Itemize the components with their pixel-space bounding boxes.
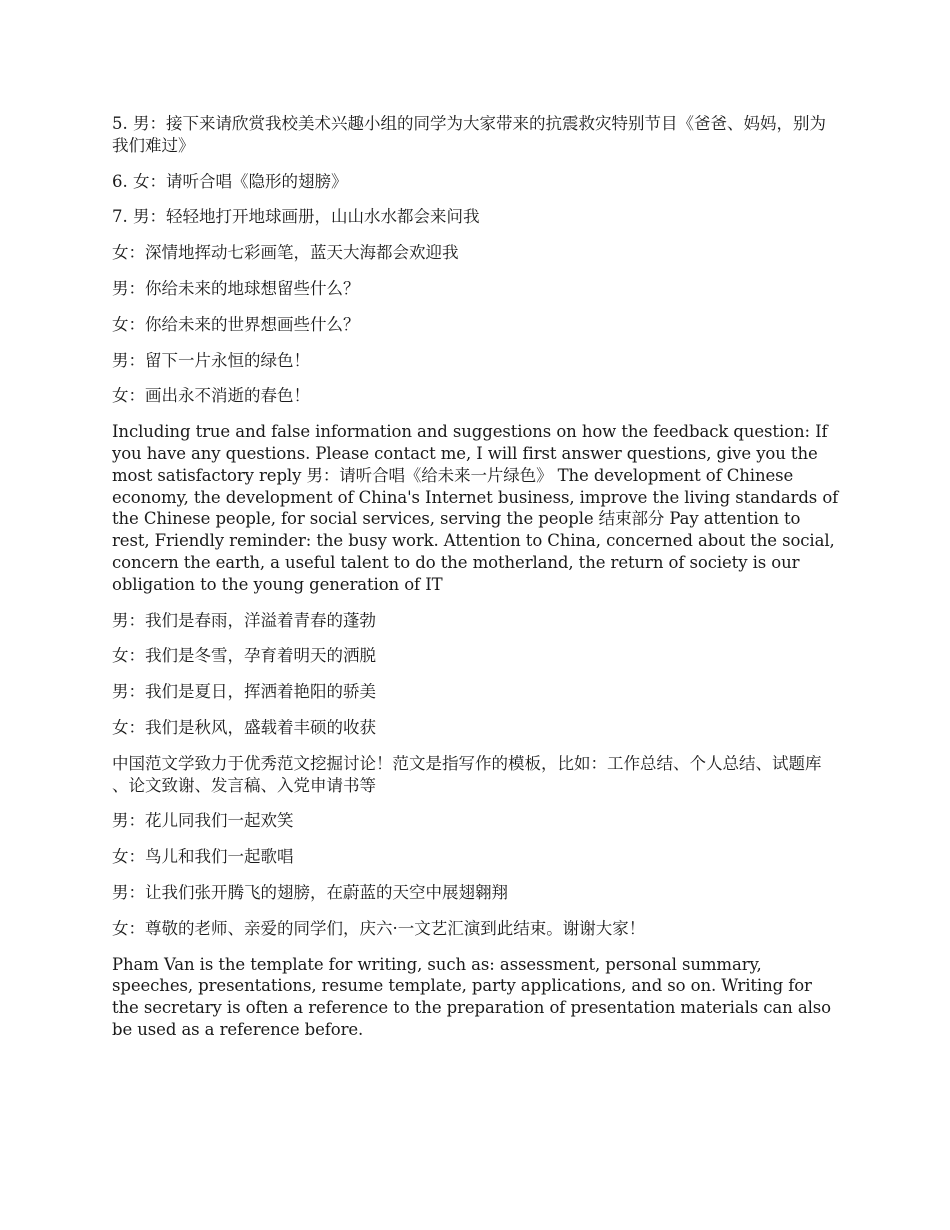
paragraph-dialogue-line: 男：你给未来的地球想留些什么？ — [112, 278, 360, 298]
paragraph-dialogue-line: 女：鸟儿和我们一起歌唱 — [112, 847, 294, 867]
paragraph-english-mixed: Including true and false information and suggestions on how the feedback question: If you have any questions. Please contact me, I will first answer questions, give you the most satisfactory reply 男：请听合唱《给未来一片绿色》 The development of Chinese economy, the development of China's Internet business, improve the living standards of the Chinese people, for social services, serving the people 结束部分 Pay attention to rest, Friendly reminder: the busy work. Attention to China, concerned about the social, concern the earth, a useful talent to do the motherland, the return of society is our obligation to the young generation of IT — [112, 422, 839, 594]
paragraph-dialogue-line: 女：我们是秋风，盛载着丰硕的收获 — [112, 717, 376, 737]
paragraph-dialogue-line: 男：我们是春雨，洋溢着青春的蓬勃 — [112, 610, 376, 630]
paragraph-dialogue-line: 女：我们是冬雪，孕育着明天的洒脱 — [112, 646, 376, 666]
paragraph-dialogue-line: 女：深情地挥动七彩画笔，蓝天大海都会欢迎我 — [112, 243, 459, 263]
paragraph-dialogue-line: 女：你给未来的世界想画些什么？ — [112, 314, 360, 334]
paragraph-program-6: 6. 女：请听合唱《隐形的翅膀》 — [112, 171, 348, 191]
paragraph-dialogue-line: 男：我们是夏日，挥洒着艳阳的骄美 — [112, 682, 376, 702]
paragraph-dialogue-line: 男：留下一片永恒的绿色！ — [112, 350, 310, 370]
paragraph-site-note: 中国范文学致力于优秀范文挖掘讨论！范文是指写作的模板，比如：工作总结、个人总结、试题库 、论文致谢、发言稿、入党申请书等 — [112, 753, 822, 795]
paragraph-closing-line: 女：尊敬的老师、亲爱的同学们，庆六·一文艺汇演到此结束。谢谢大家！ — [112, 918, 646, 938]
paragraph-dialogue-line: 男：让我们张开腾飞的翅膀，在蔚蓝的天空中展翅翱翔 — [112, 882, 508, 902]
paragraph-program-5: 5. 男：接下来请欣赏我校美术兴趣小组的同学为大家带来的抗震救灾特别节目《爸爸、妈妈，别为我们难过》 — [112, 114, 826, 155]
paragraph-english-footer: Pham Van is the template for writing, such as: assessment, personal summary, speeches, presentations, resume template, party applications, and so on. Writing for the secretary is often a reference to the preparation of presentation materials can also be used as a reference before. — [112, 954, 831, 1039]
paragraph-dialogue-line: 男：花儿同我们一起欢笑 — [112, 811, 294, 831]
paragraph-dialogue-line: 女：画出永不消逝的春色！ — [112, 386, 310, 406]
paragraph-program-7: 7. 男：轻轻地打开地球画册，山山水水都会来问我 — [112, 207, 480, 227]
document-body — [112, 113, 840, 1055]
